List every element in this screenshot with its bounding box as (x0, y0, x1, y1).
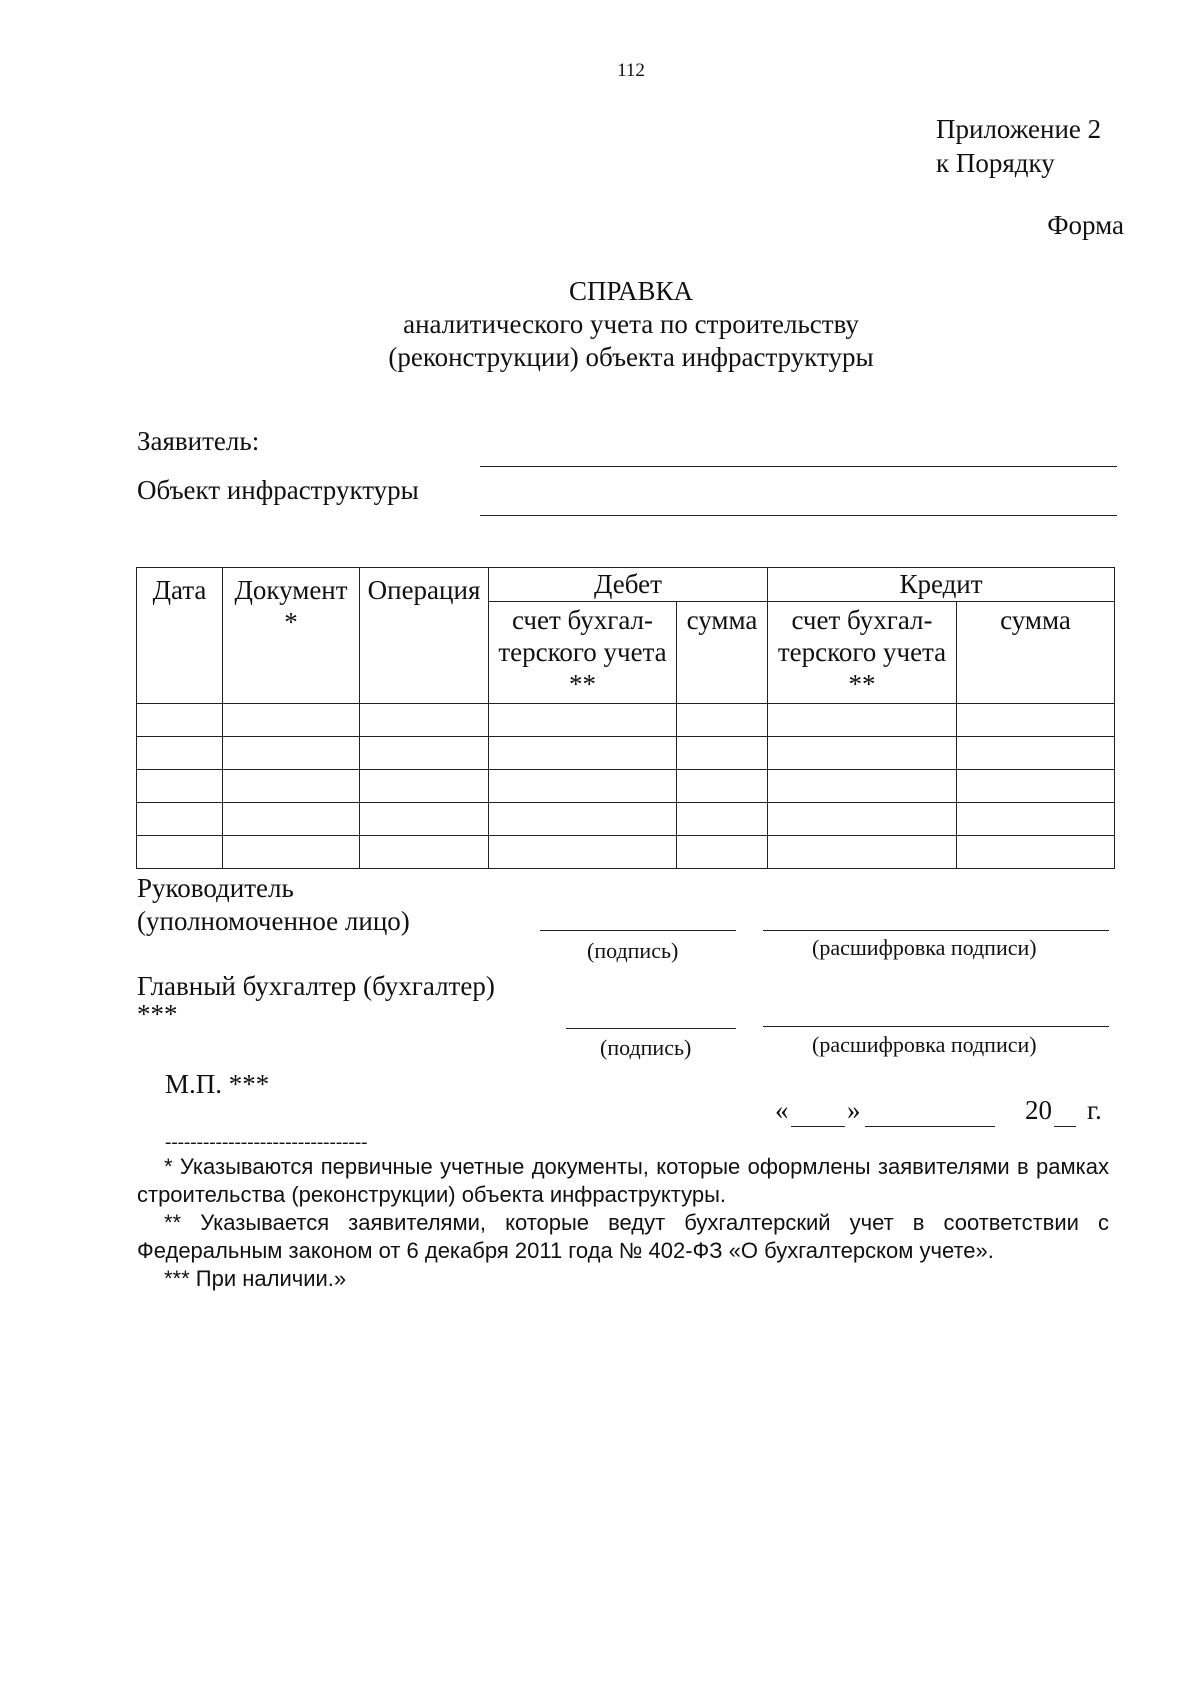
table-cell[interactable] (677, 803, 768, 836)
table-cell[interactable] (677, 737, 768, 770)
table-cell[interactable] (957, 803, 1115, 836)
table-cell[interactable] (137, 836, 223, 869)
table-cell[interactable] (223, 803, 360, 836)
appendix-line-1: Приложение 2 (936, 114, 1102, 144)
table-row (137, 704, 1115, 737)
document-title (0, 275, 1200, 374)
header-debit (489, 568, 768, 602)
credit-sum-label: сумма (1000, 605, 1071, 635)
table-cell[interactable] (677, 704, 768, 737)
date-open-quote: « (775, 1095, 789, 1125)
header-credit-label: Кредит (899, 569, 983, 599)
table-cell[interactable] (768, 770, 957, 803)
footnotes (137, 1153, 1109, 1293)
stamp-place: М.П. *** (165, 1069, 270, 1099)
table-cell[interactable] (957, 704, 1115, 737)
table-row (137, 770, 1115, 803)
table-cell[interactable] (223, 737, 360, 770)
table-cell[interactable] (137, 770, 223, 803)
ledger-body (137, 704, 1115, 869)
table-cell[interactable] (957, 836, 1115, 869)
header-document (223, 568, 360, 704)
chief-accountant-mark: *** (137, 999, 178, 1029)
table-row (137, 836, 1115, 869)
footnote-separator: -------------------------------- (165, 1132, 368, 1153)
header-operation (360, 568, 489, 704)
footnote-1: * Указываются первичные учетные документы, которые оформлены заявителями в рамках строительства (реконструкции) объекта инфраструктуры. (137, 1154, 1109, 1207)
table-cell[interactable] (223, 704, 360, 737)
header-credit (768, 568, 1115, 602)
header-date (137, 568, 223, 704)
table-cell[interactable] (137, 737, 223, 770)
table-cell[interactable] (360, 704, 489, 737)
infrastructure-object-line[interactable] (480, 515, 1117, 516)
table-cell[interactable] (223, 770, 360, 803)
header-credit-account (768, 602, 957, 704)
credit-account-line-1: счет бухгал- (791, 605, 933, 635)
debit-account-line-2: терского учета (498, 637, 667, 667)
table-row (137, 737, 1115, 770)
table-cell[interactable] (768, 704, 957, 737)
date-year-suffix: г. (1087, 1095, 1102, 1125)
debit-sum-label: сумма (686, 605, 758, 635)
chief-decoding-caption: (расшифровка подписи) (812, 1032, 1037, 1057)
table-cell[interactable] (489, 770, 677, 803)
chief-signature-caption: (подпись) (600, 1035, 692, 1060)
table-cell[interactable] (489, 704, 677, 737)
head-signature-line[interactable] (540, 930, 736, 931)
table-cell[interactable] (137, 803, 223, 836)
header-debit-account (489, 602, 677, 704)
title-main: СПРАВКА (568, 276, 694, 306)
head-signature-label (137, 872, 410, 938)
table-cell[interactable] (360, 770, 489, 803)
table-cell[interactable] (360, 836, 489, 869)
head-decoding-caption: (расшифровка подписи) (812, 935, 1037, 960)
applicant-label: Заявитель: (137, 426, 260, 456)
date-day-line[interactable] (791, 1126, 845, 1127)
table-cell[interactable] (768, 803, 957, 836)
credit-account-line-2: терского учета (777, 637, 947, 667)
table-cell[interactable] (677, 770, 768, 803)
head-signature-caption: (подпись) (587, 938, 679, 963)
header-debit-label: Дебет (594, 569, 662, 599)
header-credit-sum (957, 602, 1115, 704)
date-line (775, 1095, 1115, 1131)
ledger-table (136, 567, 1115, 869)
table-cell[interactable] (360, 737, 489, 770)
infrastructure-object-label: Объект инфраструктуры (137, 475, 419, 505)
table-cell[interactable] (768, 737, 957, 770)
credit-account-mark: ** (848, 669, 876, 699)
table-cell[interactable] (360, 803, 489, 836)
chief-accountant-label (137, 970, 495, 1029)
chief-decoding-line[interactable] (763, 1026, 1109, 1027)
date-month-line[interactable] (865, 1126, 995, 1127)
table-cell[interactable] (677, 836, 768, 869)
applicant-line[interactable] (480, 466, 1117, 467)
debit-account-line-1: счет бухгал- (511, 605, 654, 635)
table-cell[interactable] (489, 737, 677, 770)
table-cell[interactable] (489, 803, 677, 836)
header-document-mark: * (284, 607, 298, 637)
date-year-prefix: 20 (1025, 1095, 1052, 1125)
chief-accountant-title: Главный бухгалтер (бухгалтер) (137, 971, 495, 1001)
table-row (137, 803, 1115, 836)
head-label-line-1: Руководитель (137, 873, 294, 903)
header-debit-sum (677, 602, 768, 704)
title-line-3: (реконструкции) объекта инфраструктуры (388, 342, 874, 372)
table-cell[interactable] (957, 770, 1115, 803)
debit-account-mark: ** (569, 669, 596, 699)
footnote-3: *** При наличии.» (164, 1266, 347, 1291)
head-label-line-2: (уполномоченное лицо) (137, 906, 410, 936)
header-date-label: Дата (152, 575, 207, 605)
header-document-label: Документ (234, 575, 348, 605)
page-number: 112 (617, 60, 645, 81)
table-cell[interactable] (223, 836, 360, 869)
table-cell[interactable] (957, 737, 1115, 770)
title-line-2: аналитического учета по строительству (403, 309, 859, 339)
appendix-line-2: к Порядку (936, 148, 1055, 178)
chief-signature-line[interactable] (566, 1028, 736, 1029)
date-close-quote: » (847, 1095, 861, 1125)
table-cell[interactable] (137, 704, 223, 737)
table-cell[interactable] (489, 836, 677, 869)
header-operation-label: Операция (367, 575, 481, 605)
date-year-line[interactable] (1054, 1126, 1076, 1127)
footnote-2: ** Указывается заявителями, которые ведут бухгалтерский учет в соответствии с Федеральным законом от 6 декабря 2011 года № 402-ФЗ «О бухгалтерском учете». (137, 1210, 1109, 1263)
table-cell[interactable] (768, 836, 957, 869)
form-label: Форма (1047, 210, 1124, 240)
appendix-reference (936, 112, 1101, 180)
head-decoding-line[interactable] (763, 930, 1109, 931)
